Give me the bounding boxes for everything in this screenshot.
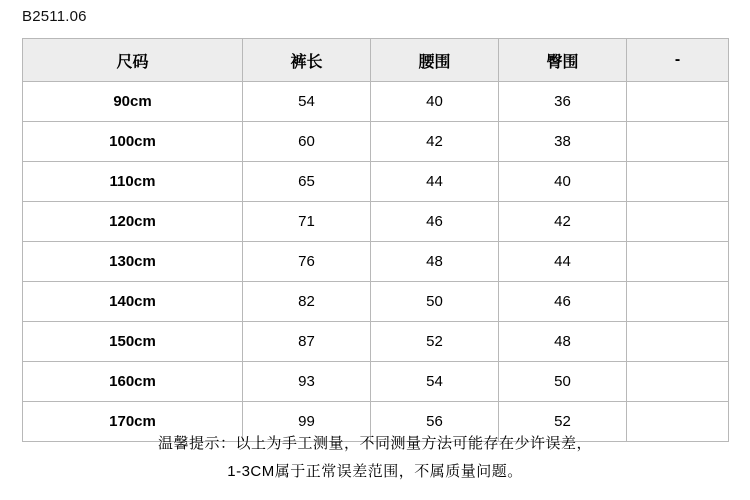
cell-waist: 56 xyxy=(371,402,499,442)
cell-extra xyxy=(627,82,729,122)
column-header-extra: - xyxy=(627,39,729,82)
cell-size: 120cm xyxy=(23,202,243,242)
cell-hip: 44 xyxy=(499,242,627,282)
cell-waist: 50 xyxy=(371,282,499,322)
cell-waist: 48 xyxy=(371,242,499,282)
column-header-length: 裤长 xyxy=(243,39,371,82)
note-line-1: 温馨提示：以上为手工测量，不同测量方法可能存在少许误差， xyxy=(157,435,592,452)
table-row xyxy=(23,202,729,242)
cell-extra xyxy=(627,242,729,282)
table-header-row xyxy=(23,39,729,82)
measurement-notes xyxy=(0,430,750,486)
table-row xyxy=(23,122,729,162)
cell-extra xyxy=(627,122,729,162)
cell-length: 65 xyxy=(243,162,371,202)
cell-length: 60 xyxy=(243,122,371,162)
cell-length: 71 xyxy=(243,202,371,242)
cell-hip: 38 xyxy=(499,122,627,162)
table-row xyxy=(23,162,729,202)
table-row xyxy=(23,362,729,402)
table-body xyxy=(23,82,729,442)
size-table xyxy=(22,38,729,442)
cell-length: 54 xyxy=(243,82,371,122)
cell-length: 99 xyxy=(243,402,371,442)
cell-waist: 52 xyxy=(371,322,499,362)
table-header xyxy=(23,39,729,82)
cell-waist: 44 xyxy=(371,162,499,202)
column-header-hip: 臀围 xyxy=(499,39,627,82)
cell-waist: 54 xyxy=(371,362,499,402)
cell-length: 87 xyxy=(243,322,371,362)
table-row xyxy=(23,282,729,322)
cell-hip: 50 xyxy=(499,362,627,402)
cell-extra xyxy=(627,202,729,242)
cell-extra xyxy=(627,162,729,202)
table-row xyxy=(23,322,729,362)
cell-length: 93 xyxy=(243,362,371,402)
cell-waist: 40 xyxy=(371,82,499,122)
cell-size: 170cm xyxy=(23,402,243,442)
cell-size: 110cm xyxy=(23,162,243,202)
cell-hip: 48 xyxy=(499,322,627,362)
cell-hip: 36 xyxy=(499,82,627,122)
cell-size: 90cm xyxy=(23,82,243,122)
column-header-waist: 腰围 xyxy=(371,39,499,82)
table-row xyxy=(23,242,729,282)
cell-extra xyxy=(627,362,729,402)
size-table-container xyxy=(22,38,728,442)
cell-size: 140cm xyxy=(23,282,243,322)
column-header-size: 尺码 xyxy=(23,39,243,82)
cell-hip: 46 xyxy=(499,282,627,322)
cell-length: 76 xyxy=(243,242,371,282)
cell-size: 160cm xyxy=(23,362,243,402)
cell-hip: 42 xyxy=(499,202,627,242)
document-code: B2511.06 xyxy=(22,8,87,25)
cell-extra xyxy=(627,282,729,322)
cell-extra xyxy=(627,322,729,362)
cell-size: 150cm xyxy=(23,322,243,362)
cell-hip: 52 xyxy=(499,402,627,442)
table-row xyxy=(23,82,729,122)
cell-waist: 46 xyxy=(371,202,499,242)
cell-size: 100cm xyxy=(23,122,243,162)
note-line-2: 1-3CM属于正常误差范围，不属质量问题。 xyxy=(227,463,523,480)
cell-waist: 42 xyxy=(371,122,499,162)
cell-length: 82 xyxy=(243,282,371,322)
cell-hip: 40 xyxy=(499,162,627,202)
cell-size: 130cm xyxy=(23,242,243,282)
